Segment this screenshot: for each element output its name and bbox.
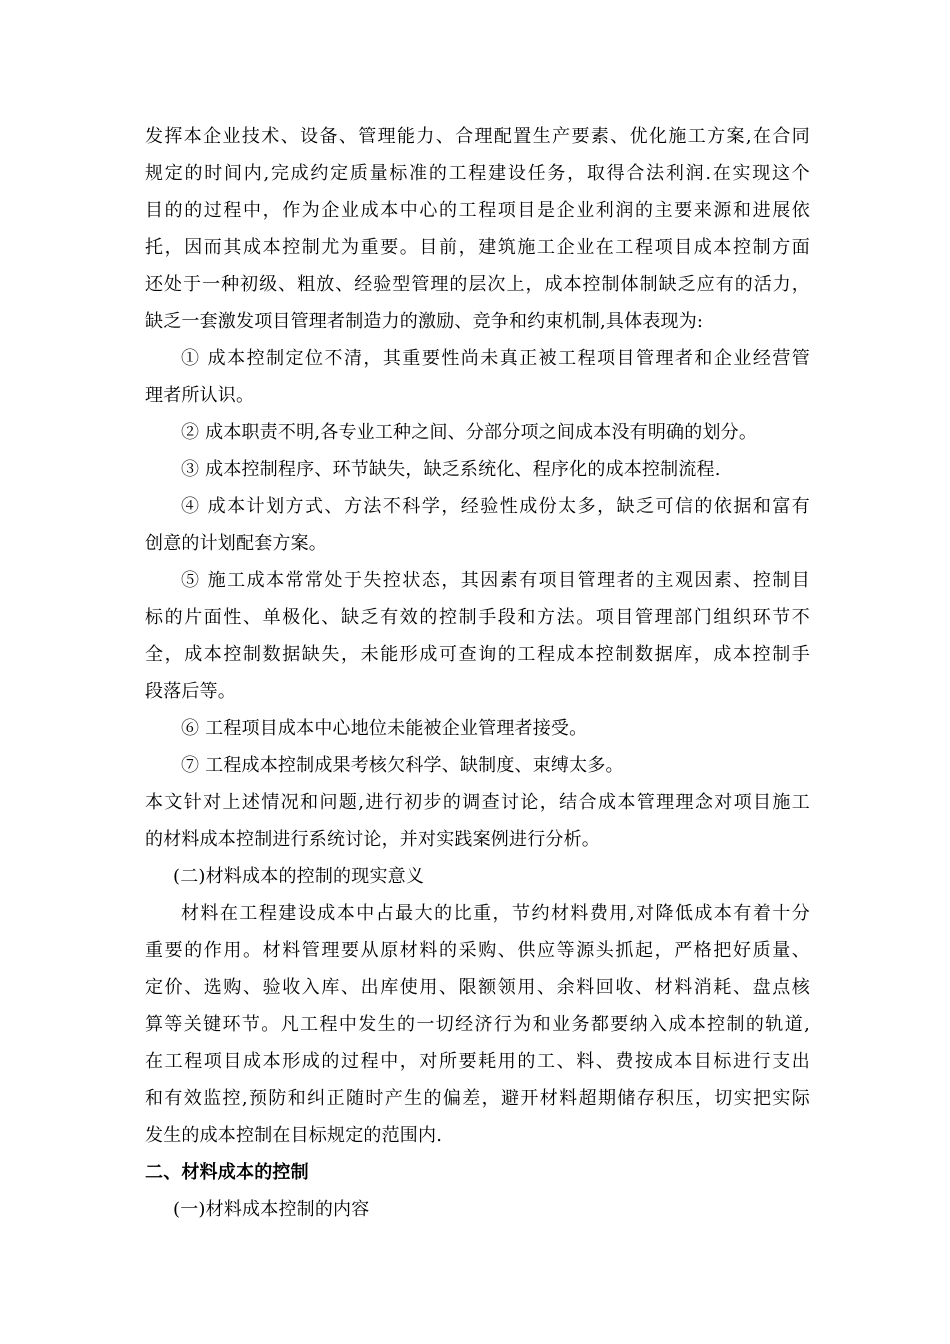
paragraph-line: 还处于一种初级、粗放、经验型管理的层次上，成本控制体制缺乏应有的活力， <box>145 274 810 295</box>
paragraph-line: 目的的过程中，作为企业成本中心的工程项目是企业利润的主要来源和进展依 <box>145 200 810 221</box>
list-item-3: ③ 成本控制程序、环节缺失，缺乏系统化、程序化的成本控制流程. <box>181 459 721 480</box>
paragraph-line: 材料在工程建设成本中占最大的比重，节约材料费用,对降低成本有着十分 <box>181 903 810 924</box>
list-item-5-line: ⑤ 施工成本常常处于失控状态，其因素有项目管理者的主观因素、控制目 <box>181 570 810 591</box>
list-item-1-line: 理者所认识。 <box>145 385 255 406</box>
list-item-5-line: 段落后等。 <box>145 681 236 702</box>
subsection-heading: (一)材料成本控制的内容 <box>173 1199 370 1220</box>
list-item-2: ② 成本职责不明,各专业工种之间、分部分项之间成本没有明确的划分。 <box>181 422 758 443</box>
section-heading: 二、材料成本的控制 <box>145 1162 309 1183</box>
paragraph-line: 定价、选购、验收入库、出库使用、限额领用、余料回收、材料消耗、盘点核 <box>145 977 810 998</box>
paragraph-line: 的材料成本控制进行系统讨论，并对实践案例进行分析。 <box>145 829 600 850</box>
list-item-1-line: ① 成本控制定位不清，其重要性尚未真正被工程项目管理者和企业经营管 <box>181 348 810 369</box>
paragraph-line: 和有效监控,预防和纠正随时产生的偏差，避开材料超期储存积压，切实把实际 <box>145 1088 810 1109</box>
subsection-heading: (二)材料成本的控制的现实意义 <box>173 866 425 887</box>
paragraph-line: 重要的作用。材料管理要从原材料的采购、供应等源头抓起，严格把好质量、 <box>145 940 810 961</box>
list-item-4-line: ④ 成本计划方式、方法不科学，经验性成份太多，缺乏可信的依据和富有 <box>181 496 810 517</box>
list-item-5-line: 全，成本控制数据缺失，未能形成可查询的工程成本控制数据库，成本控制手 <box>145 644 810 665</box>
paragraph-line: 发挥本企业技术、设备、管理能力、合理配置生产要素、优化施工方案,在合同 <box>145 126 810 147</box>
paragraph-line: 缺乏一套激发项目管理者制造力的激励、竞争和约束机制,具体表现为: <box>145 311 704 332</box>
list-item-4-line: 创意的计划配套方案。 <box>145 533 327 554</box>
paragraph-line: 在工程项目成本形成的过程中，对所要耗用的工、料、费按成本目标进行支出 <box>145 1051 810 1072</box>
list-item-6: ⑥ 工程项目成本中心地位未能被企业管理者接受。 <box>181 718 588 739</box>
paragraph-line: 本文针对上述情况和问题,进行初步的调查讨论，结合成本管理理念对项目施工 <box>145 792 810 813</box>
paragraph-line: 托，因而其成本控制尤为重要。目前，建筑施工企业在工程项目成本控制方面 <box>145 237 810 258</box>
list-item-5-line: 标的片面性、单极化、缺乏有效的控制手段和方法。项目管理部门组织环节不 <box>145 607 810 628</box>
paragraph-line: 算等关键环节。凡工程中发生的一切经济行为和业务都要纳入成本控制的轨道, <box>145 1014 810 1035</box>
paragraph-line: 规定的时间内,完成约定质量标准的工程建设任务，取得合法利润.在实现这个 <box>145 163 810 184</box>
paragraph-line: 发生的成本控制在目标规定的范围内. <box>145 1125 443 1146</box>
list-item-7: ⑦ 工程成本控制成果考核欠科学、缺制度、束缚太多。 <box>181 755 624 776</box>
